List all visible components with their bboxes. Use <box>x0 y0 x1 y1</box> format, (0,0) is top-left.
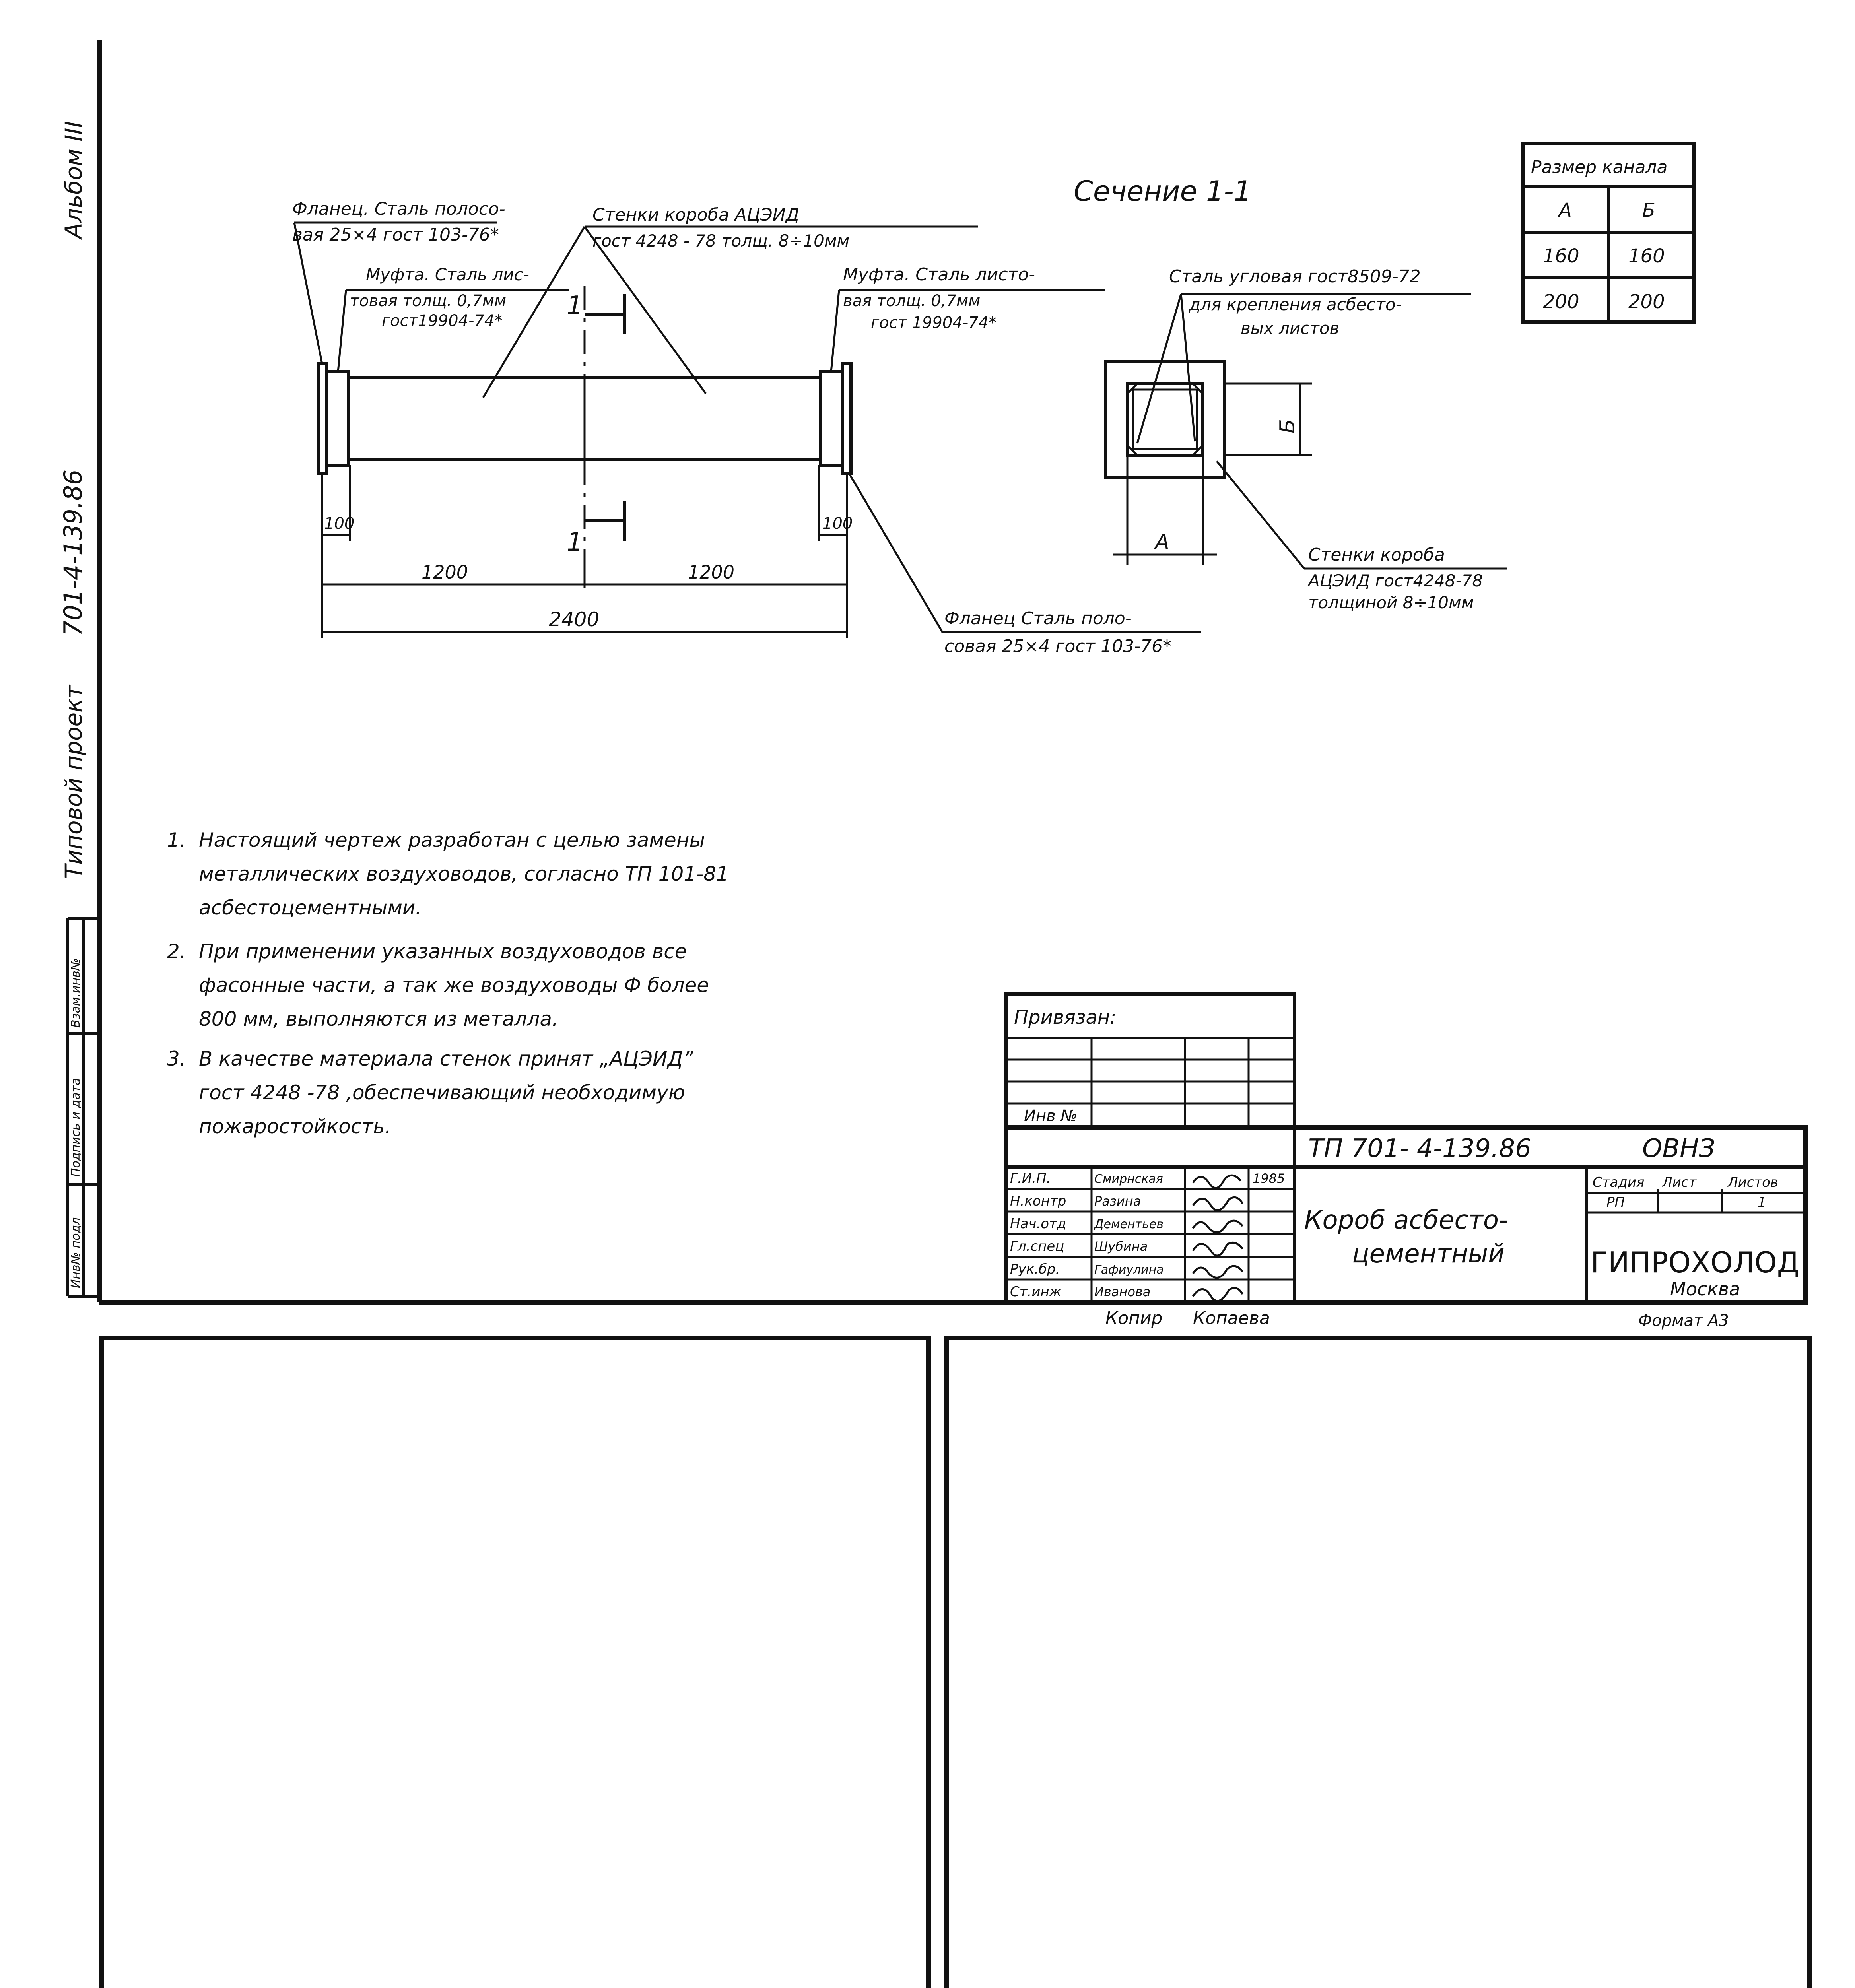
project-type-label: Типовой проект <box>60 685 87 879</box>
stage-header: Стадия <box>1593 1175 1645 1190</box>
callout-angle-steel <box>1137 266 1471 443</box>
svg-text:Шубина: Шубина <box>1094 1239 1148 1254</box>
stamp-cell-inv: Инв№ подл <box>69 1217 83 1288</box>
bound-label: Привязан: <box>1014 1006 1117 1029</box>
svg-text:Стенки короба: Стенки короба <box>1308 545 1445 565</box>
callout-coupling-right <box>831 264 1105 372</box>
channel-table-cell: 160 <box>1628 245 1665 267</box>
sheets-header: Листов <box>1728 1175 1779 1190</box>
drawing-name-line1: Короб асбесто- <box>1304 1206 1508 1235</box>
channel-table-cell: 200 <box>1628 291 1665 313</box>
svg-text:товая толщ. 0,7мм: товая толщ. 0,7мм <box>350 292 507 310</box>
section-code: ОВНЗ <box>1642 1134 1715 1163</box>
section-mark-top: 1 <box>567 291 583 320</box>
signature-mark <box>1193 1266 1243 1277</box>
title-block <box>1006 994 1805 1330</box>
svg-text:металлических воздуховодов, со: металлических воздуховодов, согласно ТП 101-81 <box>199 862 729 885</box>
svg-text:Гл.спец: Гл.спец <box>1010 1239 1064 1254</box>
svg-text:При применении указанных возду: При применении указанных воздуховодов все <box>199 940 687 963</box>
svg-text:вых листов: вых листов <box>1241 318 1340 338</box>
svg-text:гост 19904-74*: гост 19904-74* <box>871 314 997 332</box>
notes <box>167 829 729 1138</box>
signature-mark <box>1193 1197 1243 1210</box>
section-view <box>1105 362 1312 565</box>
section-inner <box>1127 384 1203 455</box>
svg-text:2.: 2. <box>167 940 186 963</box>
svg-text:Настоящий чертеж разработан с: Настоящий чертеж разработан с целью замены <box>199 829 705 852</box>
section-mark-bottom: 1 <box>567 528 583 557</box>
svg-text:гост 4248 - 78 толщ. 8÷10мм: гост 4248 - 78 толщ. 8÷10мм <box>592 231 850 250</box>
dim-b-label: Б <box>1276 419 1299 433</box>
svg-text:Муфта. Сталь лис-: Муфта. Сталь лис- <box>366 265 529 284</box>
svg-text:гост19904-74*: гост19904-74* <box>382 312 503 330</box>
channel-table-cell: 200 <box>1543 291 1579 313</box>
svg-text:пожаростойкость.: пожаростойкость. <box>199 1115 391 1138</box>
drawing-name-line2: цементный <box>1352 1239 1505 1269</box>
svg-text:Разина: Разина <box>1094 1194 1141 1209</box>
svg-text:асбестоцементными.: асбестоцементными. <box>199 896 422 919</box>
copied-by-name: Копаева <box>1193 1308 1270 1328</box>
duct-dimensions <box>322 465 853 638</box>
svg-text:Нач.отд: Нач.отд <box>1010 1216 1066 1232</box>
coupling-right <box>820 372 842 465</box>
signature-mark <box>1193 1288 1243 1301</box>
svg-text:Рук.бр.: Рук.бр. <box>1010 1261 1060 1277</box>
svg-text:АЦЭИД гост4248-78: АЦЭИД гост4248-78 <box>1308 571 1483 590</box>
stamp-cell-signature: Подпись и дата <box>69 1078 83 1177</box>
svg-text:совая 25×4 гост 103-76*: совая 25×4 гост 103-76* <box>944 636 1171 656</box>
svg-text:Сталь угловая гост8509-72: Сталь угловая гост8509-72 <box>1169 266 1421 287</box>
svg-text:Гафиулина: Гафиулина <box>1094 1263 1164 1277</box>
dim-a-label: А <box>1155 530 1169 554</box>
svg-text:3.: 3. <box>167 1047 186 1070</box>
project-number-label: 701-4-139.86 <box>58 469 87 636</box>
dim-total: 2400 <box>549 608 600 631</box>
svg-text:Н.контр: Н.контр <box>1010 1193 1066 1209</box>
organization: ГИПРОХОЛОД <box>1591 1246 1800 1279</box>
svg-text:Фланец. Сталь полосо-: Фланец. Сталь полосо- <box>292 199 505 219</box>
svg-text:Дементьев: Дементьев <box>1094 1217 1164 1231</box>
callout-coupling-left <box>338 265 569 372</box>
svg-text:Смирнская: Смирнская <box>1094 1172 1163 1186</box>
svg-text:Фланец Сталь поло-: Фланец Сталь поло- <box>944 608 1132 629</box>
svg-text:вая 25×4 гост 103-76*: вая 25×4 гост 103-76* <box>292 225 499 245</box>
document-code: ТП 701- 4-139.86 <box>1308 1134 1531 1163</box>
svg-text:для крепления асбесто-: для крепления асбесто- <box>1189 295 1402 314</box>
svg-text:1.: 1. <box>167 829 186 852</box>
signature-mark <box>1193 1221 1243 1232</box>
svg-text:фасонные части, а так же возду: фасонные части, а так же воздуховоды Ф более <box>199 974 709 997</box>
dim-half-left: 1200 <box>422 561 468 583</box>
channel-size-table <box>1523 143 1694 322</box>
svg-text:вая толщ. 0,7мм: вая толщ. 0,7мм <box>843 292 981 310</box>
svg-text:800 мм, выполняются из металла: 800 мм, выполняются из металла. <box>199 1008 558 1031</box>
svg-text:Иванова: Иванова <box>1094 1284 1151 1299</box>
stage-value: РП <box>1606 1194 1625 1210</box>
format-label: Формат А3 <box>1638 1312 1729 1330</box>
lower-frames <box>101 1338 1809 1988</box>
dim-flange-left: 100 <box>324 514 355 533</box>
empty-frame-right <box>946 1338 1809 1988</box>
channel-table-header-b: Б <box>1642 199 1655 221</box>
callout-flange-bottom <box>849 473 1201 656</box>
svg-text:В качестве материала стенок пр: В качестве материала стенок принят „АЦЭИД” <box>199 1047 693 1070</box>
channel-table-cell: 160 <box>1543 245 1579 267</box>
empty-frame-left <box>101 1338 928 1988</box>
section-outer <box>1105 362 1225 477</box>
svg-text:1985: 1985 <box>1253 1171 1285 1186</box>
channel-table-title: Размер канала <box>1531 157 1668 177</box>
city: Москва <box>1670 1278 1740 1300</box>
svg-text:толщиной 8÷10мм: толщиной 8÷10мм <box>1308 593 1474 612</box>
dim-flange-right: 100 <box>822 514 853 533</box>
signature-mark <box>1193 1242 1243 1256</box>
svg-text:Г.И.П.: Г.И.П. <box>1010 1171 1051 1186</box>
inv-label: Инв № <box>1024 1107 1077 1125</box>
svg-text:Ст.инж: Ст.инж <box>1010 1284 1062 1300</box>
dim-half-right: 1200 <box>688 561 735 583</box>
sheet-header: Лист <box>1662 1175 1697 1190</box>
svg-text:Стенки короба АЦЭИД: Стенки короба АЦЭИД <box>592 205 800 225</box>
coupling-left <box>327 372 349 465</box>
copied-by-label: Копир <box>1105 1308 1163 1328</box>
signature-mark <box>1193 1175 1241 1188</box>
channel-table-header-a: А <box>1559 199 1572 221</box>
sheets-value: 1 <box>1758 1194 1766 1210</box>
duct-side-view <box>318 286 851 580</box>
svg-text:гост 4248 -78 ,обеспечивающий: гост 4248 -78 ,обеспечивающий необходимую <box>199 1081 685 1104</box>
svg-text:Муфта. Сталь листо-: Муфта. Сталь листо- <box>843 264 1035 285</box>
album-label: Альбом III <box>60 121 87 239</box>
callout-box-walls-section <box>1217 461 1507 612</box>
stamp-cell-replace: Взам.инв№ <box>69 958 83 1028</box>
section-title: Сечение 1-1 <box>1074 175 1252 208</box>
